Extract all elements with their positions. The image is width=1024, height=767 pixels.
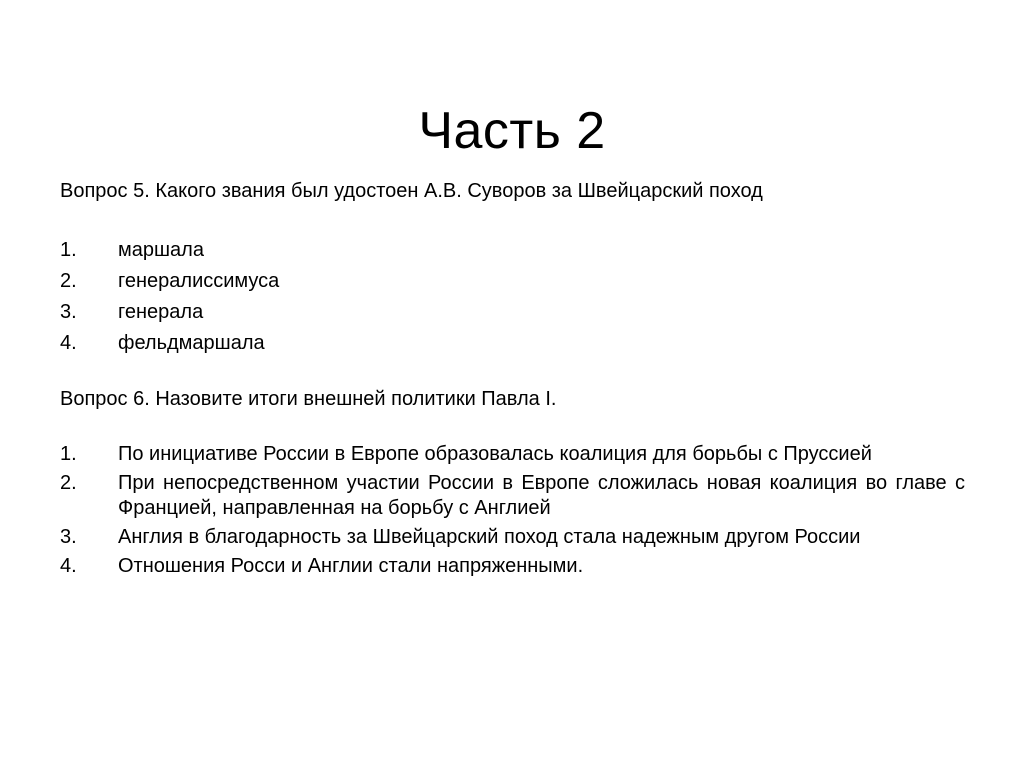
- question-6-option: [60, 554, 965, 579]
- question-6-text: Вопрос 6. Назовите итоги внешней политики Павла I.: [60, 388, 557, 410]
- option-text: маршала: [118, 239, 204, 261]
- question-5-option: [60, 266, 965, 297]
- slide-content: [60, 176, 965, 581]
- option-text: Отношения Росси и Англии стали напряженными.: [118, 555, 584, 577]
- question-6-options: [60, 442, 965, 579]
- option-number: 1.: [60, 239, 77, 261]
- option-number: 3.: [60, 301, 77, 323]
- option-text: Англия в благодарность за Швейцарский поход стала надежным другом России: [118, 526, 861, 548]
- option-number: 2.: [60, 472, 77, 494]
- question-5-option: [60, 297, 965, 328]
- option-text: фельдмаршала: [118, 332, 265, 354]
- option-text: генерала: [118, 301, 204, 323]
- question-5-text: Вопрос 5. Какого звания был удостоен А.В. Суворов за Швейцарский поход: [60, 180, 763, 202]
- question-5-option: [60, 235, 965, 266]
- slide-title: Часть 2: [418, 101, 606, 160]
- question-5-options: [60, 235, 965, 359]
- option-number: 4.: [60, 332, 77, 354]
- option-number: 2.: [60, 270, 77, 292]
- question-6-option: [60, 471, 965, 521]
- option-text: По инициативе России в Европе образовалась коалиция для борьбы с Пруссией: [118, 443, 872, 465]
- option-number: 1.: [60, 443, 77, 465]
- question-6-option: [60, 525, 965, 550]
- question-5-option: [60, 328, 965, 359]
- option-number: 3.: [60, 526, 77, 548]
- option-number: 4.: [60, 555, 77, 577]
- question-6-option: [60, 442, 965, 467]
- option-text: При непосредственном участии России в Европе сложилась новая коалиция во главе с Францией, направленная на борьбу с Англией: [118, 472, 965, 519]
- option-text: генералиссимуса: [118, 270, 280, 292]
